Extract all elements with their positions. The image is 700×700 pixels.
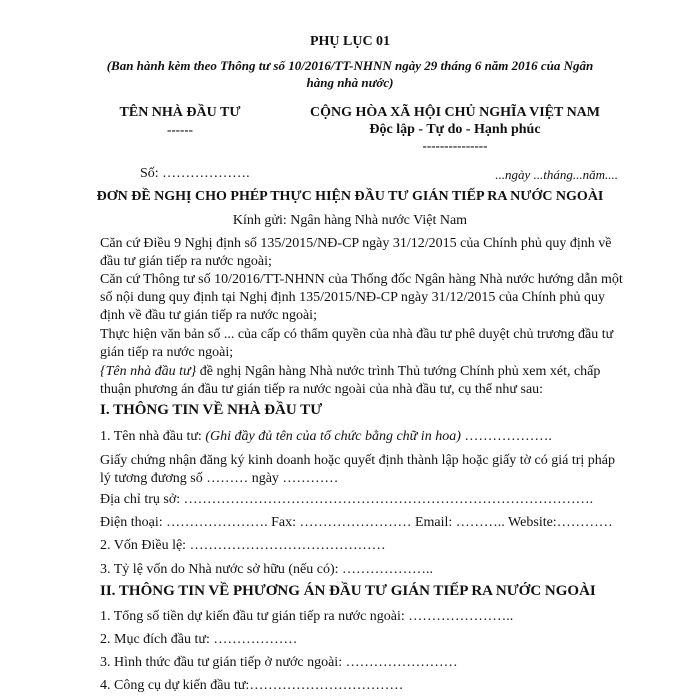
request-line1-text: đề nghị Ngân hàng Nhà nước trình Thủ tướng Chính phủ xem xét, chấp <box>196 364 601 379</box>
charter-capital: 2. Vốn Điều lệ: …………………………………… <box>100 538 386 553</box>
document-date: ...ngày ...tháng...năm.... <box>495 167 618 182</box>
investor-name-field-dots: ………………. <box>460 429 552 444</box>
republic-name: CỘNG HÒA XÃ HỘI CHỦ NGHĨA VIỆT NAM <box>309 105 600 120</box>
issued-note-line1: (Ban hành kèm theo Thông tư số 10/2016/TT-NHNN ngày 29 tháng 6 năm 2016 của Ngân <box>106 58 594 73</box>
investor-name-placeholder: {Tên nhà đầu tư} <box>100 364 197 379</box>
motto: Độc lập - Tự do - Hạnh phúc <box>369 122 541 137</box>
section1-heading: I. THÔNG TIN VỀ NHÀ ĐẦU TƯ <box>100 402 323 418</box>
investment-purpose: 2. Mục đích đầu tư: ……………… <box>100 632 298 647</box>
contact-info: Điện thoại: …………………. Fax: …………………… Email: ……….. Website:………… <box>100 515 613 530</box>
basis-decree-line2: đầu tư gián tiếp ra nước ngoài; <box>100 254 272 269</box>
basis-decree-line1: Căn cứ Điều 9 Nghị định số 135/2015/NĐ-CP ngày 31/12/2015 của Chính phủ quy định về <box>100 236 612 251</box>
document-title: ĐƠN ĐỀ NGHỊ CHO PHÉP THỰC HIỆN ĐẦU TƯ GIÁN TIẾP RA NƯỚC NGOÀI <box>96 189 604 204</box>
investment-instruments: 4. Công cụ dự kiến đầu tư:…………………………… <box>100 678 404 693</box>
investor-name-field-hint: (Ghi đầy đủ tên của tổ chức bằng chữ in hoa) <box>205 429 461 444</box>
business-certificate-line2: lý tương đương số ……… ngày ………… <box>100 471 339 486</box>
state-ownership-ratio: 3. Tỷ lệ vốn do Nhà nước sở hữu (nếu có): ……………….. <box>100 562 434 577</box>
request-line2: thuận phương án đầu tư gián tiếp ra nước ngoài của nhà đầu tư, cụ thể như sau: <box>100 382 544 397</box>
investor-divider: ------ <box>167 122 193 137</box>
appendix-title: PHỤ LỤC 01 <box>309 34 391 49</box>
issued-note-line2: hàng nhà nước) <box>306 75 394 90</box>
request-line1 <box>100 364 600 380</box>
business-certificate-line1: Giấy chứng nhận đăng ký kinh doanh hoặc quyết định thành lập hoặc giấy tờ có giá trị pháp <box>100 453 615 468</box>
investor-name-field <box>100 429 552 445</box>
basis-circular-line3: định về đầu tư gián tiếp ra nước ngoài; <box>100 308 317 323</box>
section2-heading: II. THÔNG TIN VỀ PHƯƠNG ÁN ĐẦU TƯ GIÁN TIẾP RA NƯỚC NGOÀI <box>100 583 596 599</box>
investor-name-field-label: 1. Tên nhà đầu tư: <box>100 429 206 444</box>
document-number: Số: ………………. <box>140 166 250 181</box>
investor-name-label: TÊN NHÀ ĐẦU TƯ <box>119 105 241 120</box>
basis-circular-line2: số nội dung quy định tại Nghị định 135/2015/NĐ-CP ngày 31/12/2015 của Chính phủ quy <box>100 290 606 305</box>
approval-line1: Thực hiện văn bản số ... của cấp có thẩm quyền của nhà đầu tư phê duyệt chủ trương đầu tư <box>100 327 614 342</box>
basis-circular-line1: Căn cứ Thông tư số 10/2016/TT-NHNN của Thống đốc Ngân hàng Nhà nước hướng dẫn một <box>100 272 623 287</box>
addressee: Kính gửi: Ngân hàng Nhà nước Việt Nam <box>232 213 468 228</box>
motto-divider: --------------- <box>422 138 488 153</box>
investment-form: 3. Hình thức đầu tư gián tiếp ở nước ngoài: …………………… <box>100 655 458 670</box>
approval-line2: gián tiếp ra nước ngoài; <box>100 345 234 360</box>
head-office-address: Địa chỉ trụ sở: ……………………………………………………………………………. <box>100 492 594 507</box>
total-investment-amount: 1. Tổng số tiền dự kiến đầu tư gián tiếp ra nước ngoài: ………………….. <box>100 609 514 624</box>
